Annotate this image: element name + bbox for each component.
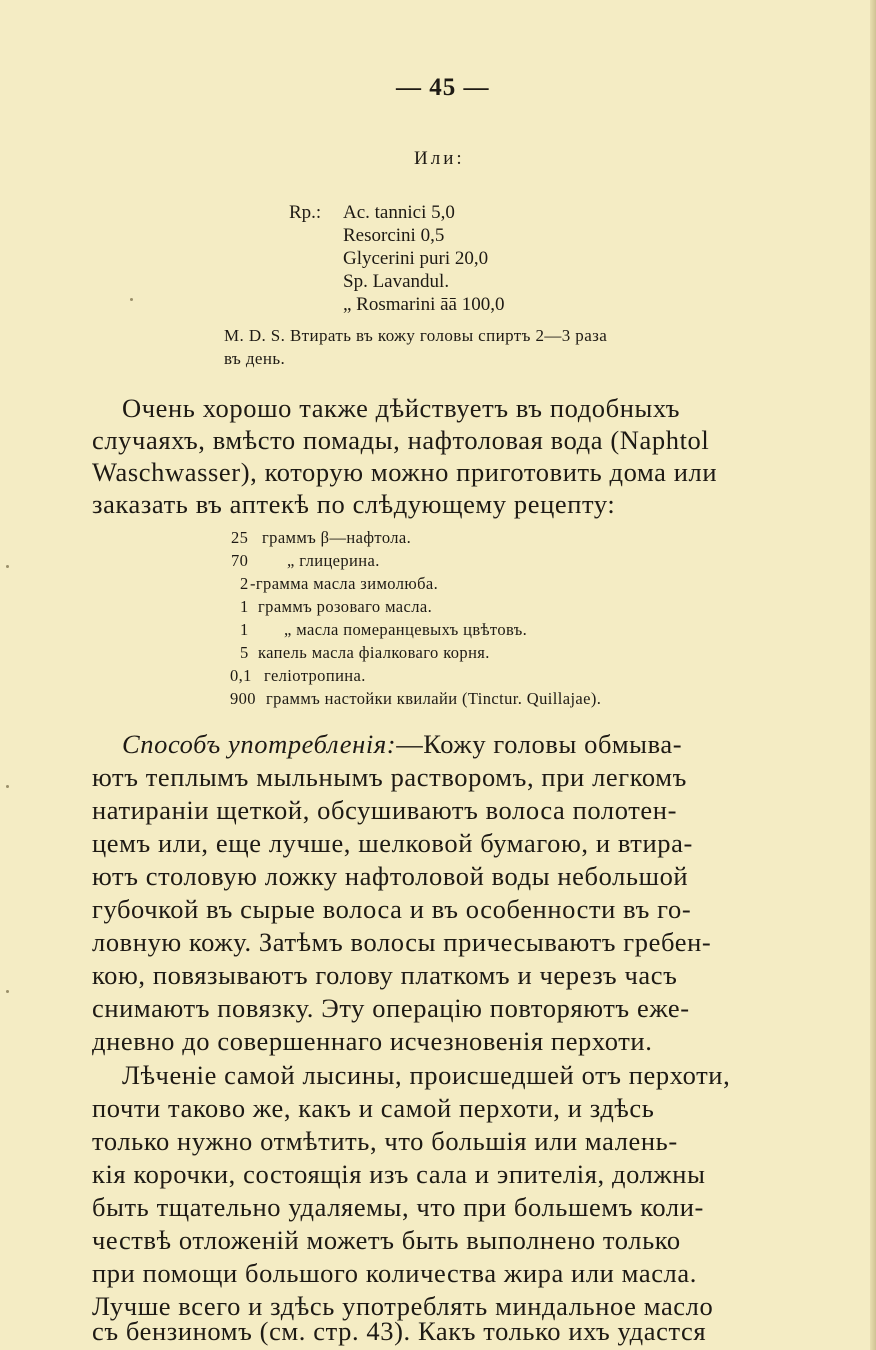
paragraph-line: снимаютъ повязку. Эту операцію повторяютъ еже- (92, 993, 690, 1023)
recipe-item: граммъ β—нафтола. (262, 528, 412, 547)
paragraph-line: губочкой въ сырые волоса и въ особенности въ го- (92, 894, 692, 924)
paragraph-line: кія корочки, состоящія изъ сала и эпителія, должны (92, 1159, 706, 1189)
recipe-qty: 0,1 (230, 666, 252, 685)
paragraph-line: Лѣченіе самой лысины, происшедшей отъ перхоти, (122, 1060, 731, 1090)
paragraph-line: ловную кожу. Затѣмъ волосы причесываютъ гребен- (92, 927, 712, 957)
paragraph-line: ютъ теплымъ мыльнымъ растворомъ, при легкомъ (92, 762, 687, 792)
recipe-qty: 900 (230, 689, 256, 708)
paragraph-text: —Кожу головы обмыва- (396, 729, 683, 759)
recipe-item: „ глицерина. (287, 551, 380, 570)
paragraph-line: натираніи щеткой, обсушиваютъ волоса полотен- (92, 795, 678, 825)
paragraph-line: кою, повязываютъ голову платкомъ и черезъ часъ (92, 960, 678, 990)
paragraph-line: заказать въ аптекѣ по слѣдующему рецепту: (92, 489, 616, 519)
page-edge-shadow (870, 0, 876, 1350)
md-signature-line: M. D. S. Втирать въ кожу головы спиртъ 2—3 раза (224, 326, 608, 345)
paragraph-line: съ бензиномъ (см. стр. 43). Какъ только ихъ удастся (92, 1316, 707, 1346)
paragraph-line: почти таково же, какъ и самой перхоти, и здѣсь (92, 1093, 655, 1123)
recipe-item: „ масла померанцевыхъ цвѣтовъ. (284, 620, 528, 639)
paragraph-line: быть тщательно удаляемы, что при большемъ коли- (92, 1192, 704, 1222)
recipe-item: -грамма масла зимолюба. (250, 574, 439, 593)
recipe-qty: 1 (240, 620, 249, 639)
rx-line: Resorcini 0,5 (343, 225, 445, 246)
paragraph-line: случаяхъ, вмѣсто помады, нафтоловая вода (Naphtol (92, 425, 710, 455)
recipe-qty: 2 (240, 574, 249, 593)
md-signature-line: въ день. (224, 349, 286, 368)
recipe-qty: 70 (231, 551, 249, 570)
paragraph-line (122, 729, 682, 760)
method-heading: Способъ употребленія: (122, 729, 397, 759)
paper-speck (6, 565, 9, 568)
recipe-item: граммъ розоваго масла. (258, 597, 433, 616)
paper-speck (6, 785, 9, 788)
paragraph-line: Лучше всего и здѣсь употреблять миндальное масло (92, 1291, 714, 1321)
rx-line: Ac. tannici 5,0 (343, 202, 455, 223)
recipe-item: капель масла фіалковаго корня. (258, 643, 490, 662)
paper-speck (6, 990, 9, 993)
rx-line: „ Rosmarini āā 100,0 (343, 294, 505, 315)
page-number: — 45 — (396, 74, 490, 101)
rx-label: Rp.: (289, 202, 322, 223)
heading-ili: Или: (414, 148, 465, 169)
paragraph-line: Очень хорошо также дѣйствуетъ въ подобныхъ (122, 393, 681, 423)
paragraph-line: ютъ столовую ложку нафтоловой воды небольшой (92, 861, 689, 891)
paragraph-line: Waschwasser), которую можно приготовить дома или (92, 457, 718, 487)
paragraph-line: чествѣ отложеній можетъ быть выполнено только (92, 1225, 681, 1255)
rx-line: Sp. Lavandul. (343, 271, 450, 292)
paragraph-line: при помощи большого количества жира или масла. (92, 1258, 697, 1288)
recipe-item: геліотропина. (264, 666, 366, 685)
paragraph-line: дневно до совершеннаго исчезновенія перхоти. (92, 1026, 653, 1056)
recipe-qty: 5 (240, 643, 249, 662)
recipe-qty: 1 (240, 597, 249, 616)
recipe-qty: 25 (231, 528, 249, 547)
paragraph-line: цемъ или, еще лучше, шелковой бумагою, и втира- (92, 828, 693, 858)
recipe-item: граммъ настойки квилайи (Tinctur. Quillajae). (266, 689, 602, 708)
paper-speck (130, 298, 133, 301)
paragraph-line: только нужно отмѣтить, что большія или малень- (92, 1126, 678, 1156)
rx-line: Glycerini puri 20,0 (343, 248, 489, 269)
